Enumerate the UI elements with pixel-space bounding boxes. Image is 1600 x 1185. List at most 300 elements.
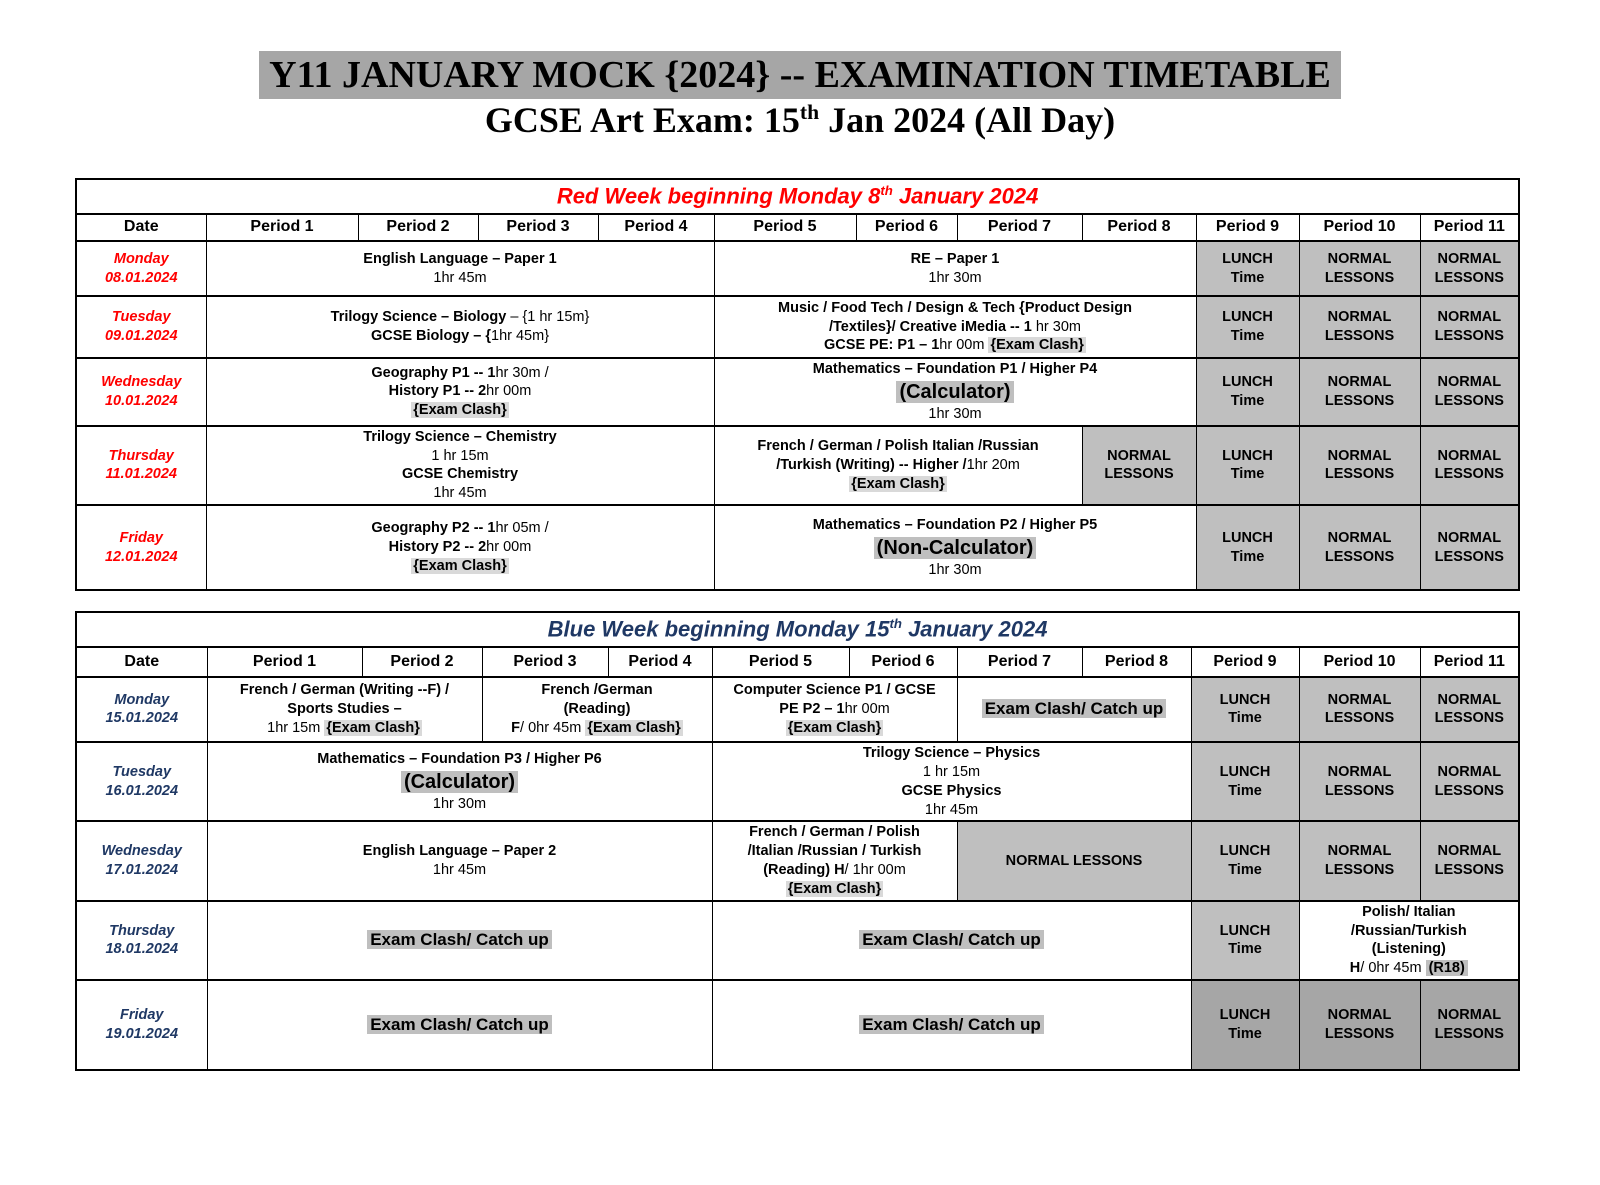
text-run: {Exam Clash} xyxy=(787,880,882,897)
cell-line xyxy=(210,842,710,861)
timetable-cell xyxy=(207,821,712,900)
timetable-cell xyxy=(1299,426,1420,505)
text-run: LESSONS xyxy=(1324,782,1395,799)
text-run: hr 00m xyxy=(486,383,532,400)
week-title xyxy=(76,179,1519,214)
cell-line xyxy=(1194,842,1297,861)
timetable-cell xyxy=(1191,821,1299,900)
cell-line xyxy=(1423,763,1517,782)
text-run: LESSONS xyxy=(1104,466,1174,483)
timetable-cell xyxy=(206,426,714,505)
cell-line xyxy=(1302,842,1418,861)
timetable-cell xyxy=(1299,980,1420,1070)
text-run: 1hr 20m xyxy=(966,456,1020,473)
text-run: LESSONS xyxy=(1324,328,1395,344)
column-header: Period 9 xyxy=(1191,647,1299,677)
cell-line xyxy=(1423,782,1517,801)
text-run: /Italian /Russian / Turkish xyxy=(747,843,922,860)
cell-line xyxy=(1302,327,1418,346)
text-run: hr 30m / xyxy=(495,364,549,381)
cell-line xyxy=(1194,922,1297,941)
text-run: Time xyxy=(1230,269,1265,286)
text-run: Y11 JANUARY MOCK {2024} -- EXAMINATION TIMETABLE xyxy=(269,54,1331,96)
cell-line xyxy=(717,561,1194,580)
cell-line xyxy=(209,484,712,503)
cell-line xyxy=(1302,465,1418,484)
cell-line xyxy=(210,929,710,951)
cell-line xyxy=(485,719,710,738)
text-run: Exam Clash/ Catch up xyxy=(859,1015,1044,1034)
cell-line xyxy=(1423,392,1517,411)
cell-line xyxy=(1423,1006,1517,1025)
cell-line xyxy=(717,336,1194,355)
date-cell xyxy=(76,821,207,900)
timetable-cell xyxy=(1196,241,1299,296)
cell-line xyxy=(209,308,712,327)
timetable-cell xyxy=(957,677,1191,742)
cell-line xyxy=(715,880,955,899)
date-cell xyxy=(76,742,207,821)
date-line: Wednesday xyxy=(101,843,182,860)
cell-line xyxy=(1302,763,1418,782)
date-line: 17.01.2024 xyxy=(105,862,179,879)
cell-line xyxy=(209,557,712,576)
column-header: Period 1 xyxy=(206,214,358,241)
text-run: LESSONS xyxy=(1434,548,1504,565)
cell-line xyxy=(1302,529,1418,548)
cell-line xyxy=(717,299,1194,318)
cell-line xyxy=(1302,1006,1418,1025)
document-subtitle xyxy=(0,100,1600,141)
date-cell xyxy=(76,241,206,296)
text-run: NORMAL xyxy=(1437,309,1502,326)
text-run: H xyxy=(1349,960,1361,977)
text-run: GCSE Art Exam: 15 xyxy=(484,99,800,140)
cell-line xyxy=(1199,392,1297,411)
timetable-cell xyxy=(1191,742,1299,821)
cell-line xyxy=(1302,782,1418,801)
timetable-row xyxy=(76,821,1519,900)
column-header: Period 2 xyxy=(362,647,482,677)
text-run: LESSONS xyxy=(1324,269,1395,286)
text-run: 1hr 45m xyxy=(433,269,487,286)
text-run: Exam Clash/ Catch up xyxy=(859,930,1044,949)
text-run: LESSONS xyxy=(1324,466,1395,483)
timetable-row xyxy=(76,677,1519,742)
cell-line xyxy=(1085,447,1194,466)
column-header: Period 11 xyxy=(1420,214,1519,241)
cell-line xyxy=(717,379,1194,405)
cell-line xyxy=(1302,903,1517,922)
text-run: Time xyxy=(1228,1026,1262,1043)
column-header: Period 1 xyxy=(207,647,362,677)
text-run: {Exam Clash} xyxy=(990,337,1084,354)
cell-line xyxy=(1423,529,1517,548)
timetable-row xyxy=(76,505,1519,590)
cell-line xyxy=(1199,327,1297,346)
text-run: Trilogy Science – Physics xyxy=(862,744,1041,761)
cell-line xyxy=(715,801,1189,820)
text-run: NORMAL xyxy=(1327,691,1392,708)
date-line: Monday xyxy=(114,691,170,708)
cell-line xyxy=(715,744,1189,763)
timetable-cell xyxy=(1299,901,1519,980)
cell-line xyxy=(1302,691,1418,710)
text-run: January 2024 xyxy=(892,183,1039,209)
cell-line xyxy=(209,538,712,557)
text-run: 1hr 30m xyxy=(928,561,982,578)
text-run: NORMAL xyxy=(1327,763,1392,780)
cell-line xyxy=(717,405,1194,424)
text-run: LUNCH xyxy=(1219,922,1271,939)
cell-line xyxy=(717,318,1194,337)
cell-line xyxy=(715,861,955,880)
cell-line xyxy=(1199,373,1297,392)
text-run: {Exam Clash} xyxy=(413,557,507,574)
column-header: Period 3 xyxy=(482,647,608,677)
cell-line xyxy=(717,437,1080,456)
text-run: Computer Science P1 / GCSE xyxy=(733,682,936,699)
timetable-cell xyxy=(1191,980,1299,1070)
cell-line xyxy=(1302,447,1418,466)
cell-line xyxy=(210,700,480,719)
cell-line xyxy=(1423,269,1517,288)
date-line: Tuesday xyxy=(111,309,171,326)
cell-line xyxy=(1194,782,1297,801)
cell-line xyxy=(715,929,1189,951)
timetable-cell xyxy=(714,505,1196,590)
text-run: Blue Week beginning Monday 15 xyxy=(547,616,890,642)
text-run: NORMAL xyxy=(1107,447,1171,464)
timetable-cell xyxy=(1191,677,1299,742)
text-run: LESSONS xyxy=(1324,1026,1395,1043)
text-run: NORMAL xyxy=(1437,447,1502,464)
text-run: LUNCH xyxy=(1219,1007,1271,1024)
text-run: NORMAL xyxy=(1437,691,1502,708)
text-run: GCSE Chemistry xyxy=(401,466,519,483)
column-header: Date xyxy=(76,647,207,677)
text-run: {Exam Clash} xyxy=(587,719,681,736)
timetable-cell xyxy=(1420,677,1519,742)
cell-line xyxy=(1199,548,1297,567)
timetable-cell xyxy=(207,901,712,980)
timetable-cell xyxy=(1299,677,1420,742)
text-run: French /German xyxy=(541,682,653,699)
cell-line xyxy=(1194,1025,1297,1044)
date-line: Monday xyxy=(113,250,169,267)
cell-line xyxy=(1194,940,1297,959)
timetable-cell xyxy=(714,296,1196,358)
timetable-cell xyxy=(1082,426,1196,505)
cell-line xyxy=(1423,548,1517,567)
date-line: Thursday xyxy=(109,922,175,939)
timetable-row xyxy=(76,742,1519,821)
column-header: Period 5 xyxy=(712,647,849,677)
cell-line xyxy=(715,1014,1189,1036)
column-header: Period 7 xyxy=(957,647,1082,677)
timetable-cell xyxy=(1196,358,1299,426)
text-run: Time xyxy=(1228,710,1262,727)
date-line: 08.01.2024 xyxy=(104,269,178,286)
timetable-cell xyxy=(1299,742,1420,821)
column-header: Period 5 xyxy=(714,214,856,241)
text-run: (Calculator) xyxy=(896,381,1013,403)
date-line: 18.01.2024 xyxy=(105,941,179,958)
text-run: (R18) xyxy=(1426,960,1468,976)
cell-line xyxy=(1302,709,1418,728)
cell-line xyxy=(1194,861,1297,880)
text-run: Trilogy Science – Chemistry xyxy=(363,428,557,445)
text-run: Exam Clash/ Catch up xyxy=(367,1015,552,1034)
text-run: hr 00m xyxy=(844,701,890,718)
date-line: Thursday xyxy=(108,447,174,464)
cell-line xyxy=(1199,465,1297,484)
cell-line xyxy=(1199,269,1297,288)
cell-line xyxy=(960,852,1189,871)
text-run: LUNCH xyxy=(1222,374,1273,390)
text-run: {Exam Clash} xyxy=(851,475,945,492)
text-run: {Exam Clash} xyxy=(326,719,420,736)
text-run: French / German (Writing --F) / xyxy=(239,682,450,699)
text-run: / 0hr 45m xyxy=(1360,960,1426,977)
timetable-cell xyxy=(1196,426,1299,505)
text-run: Mathematics – Foundation P1 / Higher P4 xyxy=(812,361,1098,377)
cell-line xyxy=(1423,861,1517,880)
timetable-cell xyxy=(207,980,712,1070)
text-run: NORMAL xyxy=(1327,447,1392,464)
text-run: Time xyxy=(1230,392,1265,409)
date-cell xyxy=(76,426,206,505)
timetable-cell xyxy=(712,980,1191,1070)
text-run: 1hr 30m xyxy=(432,795,487,812)
timetable-cell xyxy=(206,241,714,296)
text-run: 1hr 30m xyxy=(928,405,982,422)
text-run: LESSONS xyxy=(1434,466,1504,483)
cell-line xyxy=(1302,373,1418,392)
text-run: NORMAL xyxy=(1327,250,1392,267)
timetable-cell xyxy=(1420,742,1519,821)
timetable-cell xyxy=(712,901,1191,980)
date-line: 10.01.2024 xyxy=(104,392,178,409)
cell-line xyxy=(715,782,1189,801)
cell-line xyxy=(715,842,955,861)
text-run: French / German / Polish xyxy=(749,824,920,841)
text-run: NORMAL xyxy=(1327,309,1392,326)
timetable-row xyxy=(76,358,1519,426)
cell-line xyxy=(1423,842,1517,861)
text-run: /Turkish (Writing) -- Higher / xyxy=(776,456,967,473)
text-run: (Non-Calculator) xyxy=(874,537,1037,559)
cell-line xyxy=(209,250,712,269)
text-run: /Russian/Turkish xyxy=(1350,922,1467,939)
timetable-cell xyxy=(1191,901,1299,980)
text-run: (Listening) xyxy=(1371,941,1446,958)
text-run: LESSONS xyxy=(1324,710,1395,727)
text-run: LESSONS xyxy=(1434,710,1504,727)
text-run: 1 hr 15m xyxy=(922,763,981,780)
cell-line xyxy=(715,700,955,719)
text-run: LUNCH xyxy=(1219,843,1271,860)
cell-line xyxy=(1194,763,1297,782)
cell-line xyxy=(715,763,1189,782)
cell-line xyxy=(1302,940,1517,959)
date-line: Friday xyxy=(119,1007,164,1024)
date-cell xyxy=(76,901,207,980)
text-run: hr 05m / xyxy=(495,520,549,537)
text-run: Mathematics – Foundation P2 / Higher P5 xyxy=(812,516,1098,533)
text-run: LESSONS xyxy=(1434,782,1504,799)
timetables-container xyxy=(0,178,1600,1071)
text-run: hr 00m xyxy=(939,337,989,354)
cell-line xyxy=(209,428,712,447)
text-run: (Reading) xyxy=(563,701,631,718)
timetable-cell xyxy=(957,821,1191,900)
cell-line xyxy=(1199,250,1297,269)
text-run: LUNCH xyxy=(1219,691,1271,708)
text-run: F xyxy=(511,719,521,736)
text-run: LESSONS xyxy=(1434,328,1504,344)
date-line: 16.01.2024 xyxy=(105,782,179,799)
cell-line xyxy=(715,823,955,842)
cell-line xyxy=(1423,308,1517,327)
timetable-cell xyxy=(1420,505,1519,590)
text-run: English Language – Paper 1 xyxy=(363,250,557,267)
date-cell xyxy=(76,358,206,426)
cell-line xyxy=(1302,861,1418,880)
cell-line xyxy=(1302,392,1418,411)
cell-line xyxy=(1085,465,1194,484)
timetable-cell xyxy=(712,821,957,900)
cell-line xyxy=(960,698,1189,720)
text-run: hr 30m xyxy=(1031,318,1081,335)
timetable-cell xyxy=(714,426,1082,505)
text-run: Time xyxy=(1228,941,1262,958)
text-run: 1hr 45m xyxy=(433,485,487,502)
date-line: 12.01.2024 xyxy=(104,548,178,565)
cell-line xyxy=(209,269,712,288)
text-run: NORMAL xyxy=(1327,374,1392,390)
text-run: Exam Clash/ Catch up xyxy=(367,930,552,949)
date-line: 15.01.2024 xyxy=(105,710,179,727)
date-cell xyxy=(76,677,207,742)
cell-line xyxy=(715,719,955,738)
text-run: th xyxy=(880,183,893,199)
cell-line xyxy=(1423,709,1517,728)
text-run: NORMAL xyxy=(1437,843,1502,860)
text-run: {Exam Clash} xyxy=(413,402,507,419)
timetable-cell xyxy=(714,358,1196,426)
timetable-cell xyxy=(206,505,714,590)
cell-line xyxy=(210,795,710,814)
timetable-cell xyxy=(1420,821,1519,900)
text-run: /Textiles}/ Creative iMedia -- 1 xyxy=(829,318,1032,335)
text-run: NORMAL xyxy=(1437,529,1502,546)
cell-line xyxy=(210,719,480,738)
text-run: LESSONS xyxy=(1324,548,1395,565)
text-run: LESSONS xyxy=(1434,862,1504,879)
text-run: GCSE Biology – { xyxy=(370,328,491,344)
timetable-cell xyxy=(1420,241,1519,296)
cell-line xyxy=(210,769,710,795)
text-run: Red Week beginning Monday 8 xyxy=(556,183,881,209)
column-header: Period 10 xyxy=(1299,647,1420,677)
cell-line xyxy=(485,681,710,700)
text-run: NORMAL xyxy=(1437,374,1502,390)
text-run: th xyxy=(889,616,902,632)
text-run: RE – Paper 1 xyxy=(910,250,1000,267)
timetable-cell xyxy=(1299,821,1420,900)
text-run: 1hr 45m xyxy=(432,862,487,879)
text-run: LUNCH xyxy=(1222,309,1273,326)
text-run: LUNCH xyxy=(1222,447,1273,464)
column-header: Date xyxy=(76,214,206,241)
date-cell xyxy=(76,296,206,358)
week-title xyxy=(76,612,1519,647)
cell-line xyxy=(1194,691,1297,710)
date-line: Wednesday xyxy=(101,374,182,390)
date-cell xyxy=(76,505,206,590)
text-run: – {1 hr 15m} xyxy=(506,309,590,326)
cell-line xyxy=(209,519,712,538)
text-run: 1hr 15m xyxy=(267,719,325,736)
timetable-cell xyxy=(1420,296,1519,358)
text-run: Time xyxy=(1230,548,1265,565)
text-run: History P2 -- 2 xyxy=(388,539,487,556)
text-run: (Reading) H xyxy=(763,862,845,879)
cell-line xyxy=(717,475,1080,494)
cell-line xyxy=(209,382,712,401)
cell-line xyxy=(1423,373,1517,392)
timetable-cell xyxy=(714,241,1196,296)
text-run: History P1 -- 2 xyxy=(388,383,487,400)
text-run: 1hr 45m xyxy=(924,801,979,818)
timetable-cell xyxy=(1196,296,1299,358)
cell-line xyxy=(209,447,712,466)
timetable-cell xyxy=(207,677,482,742)
text-run: / 0hr 45m xyxy=(520,719,586,736)
text-run: LUNCH xyxy=(1222,529,1273,546)
text-run: LESSONS xyxy=(1324,392,1395,409)
text-run: English Language – Paper 2 xyxy=(362,843,557,860)
text-run: 1hr 45m} xyxy=(491,328,550,344)
timetable-cell xyxy=(1420,358,1519,426)
text-run: / 1hr 00m xyxy=(844,862,906,879)
timetable-cell xyxy=(1299,241,1420,296)
text-run: Time xyxy=(1228,862,1262,879)
column-header: Period 8 xyxy=(1082,214,1196,241)
cell-line xyxy=(1302,269,1418,288)
text-run: Geography P1 -- 1 xyxy=(371,364,496,381)
text-run: NORMAL xyxy=(1437,250,1502,267)
text-run: GCSE PE: P1 – 1 xyxy=(824,337,940,354)
timetable-row xyxy=(76,980,1519,1070)
text-run: Music / Food Tech / Design & Tech {Product Design xyxy=(778,299,1132,316)
cell-line xyxy=(1423,691,1517,710)
cell-line xyxy=(1302,308,1418,327)
cell-line xyxy=(715,681,955,700)
text-run: LUNCH xyxy=(1219,763,1271,780)
text-run: Trilogy Science – Biology xyxy=(330,309,507,326)
timetable-cell xyxy=(482,677,712,742)
text-run: Mathematics – Foundation P3 / Higher P6 xyxy=(317,750,602,767)
blue-week-table xyxy=(75,611,1520,1071)
cell-line xyxy=(717,535,1194,561)
cell-line xyxy=(1302,922,1517,941)
text-run: Time xyxy=(1230,466,1265,483)
timetable-cell xyxy=(712,677,957,742)
text-run: Geography P2 -- 1 xyxy=(371,520,496,537)
text-run: NORMAL xyxy=(1437,1007,1502,1024)
